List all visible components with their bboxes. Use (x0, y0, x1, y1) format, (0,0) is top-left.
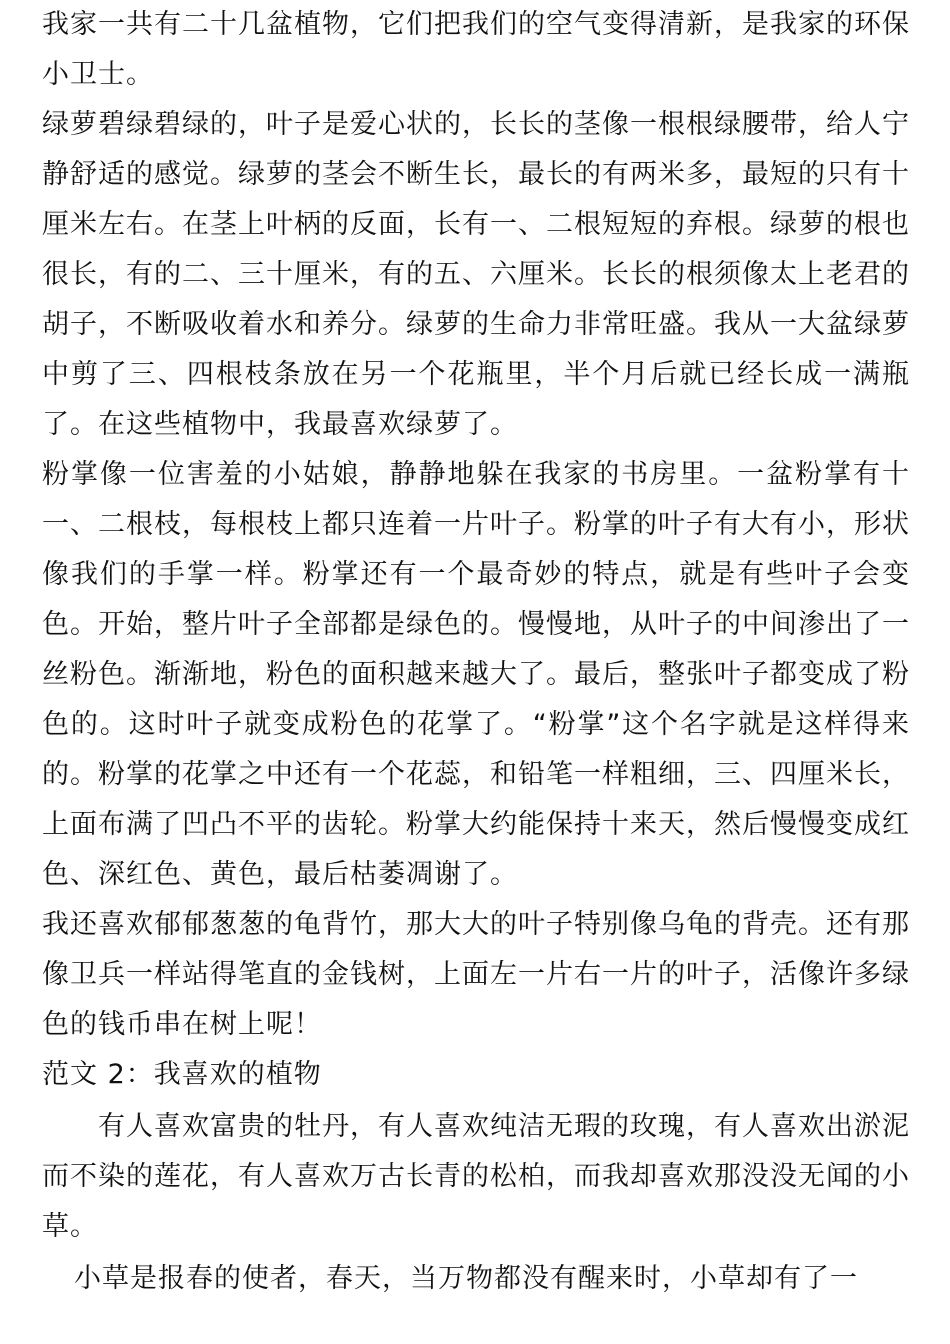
paragraph-grass-intro: 有人喜欢富贵的牡丹，有人喜欢纯洁无瑕的玫瑰，有人喜欢出淤泥而不染的莲花，有人喜欢万古长青的松柏，而我却喜欢那没没无闻的小草。 (42, 1111, 910, 1242)
section-heading: 范文 2：我喜欢的植物 (42, 1059, 322, 1090)
paragraph-anthurium: 粉掌像一位害羞的小姑娘，静静地躲在我家的书房里。一盆粉掌有十一、二根枝，每根枝上都只连着一片叶子。粉掌的叶子有大有小，形状像我们的手掌一样。粉掌还有一个最奇妙的特点，就是有些叶子会变色。开始，整片叶子全部都是绿色的。慢慢地，从叶子的中间渗出了一丝粉色。渐渐地，粉色的面积越来越大了。最后，整张叶子都变成了粉色的。这时叶子就变成粉色的花掌了。“粉掌”这个名字就是这样得来的。粉掌的花掌之中还有一个花蕊，和铅笔一样粗细，三、四厘米长，上面布满了凹凸不平的齿轮。粉掌大约能保持十来天，然后慢慢变成红色、深红色、黄色，最后枯萎凋谢了。 (42, 459, 910, 890)
document-page (42, 0, 910, 1304)
paragraph-monstera: 我还喜欢郁郁葱葱的龟背竹，那大大的叶子特别像乌龟的背壳。还有那像卫兵一样站得笔直的金钱树，上面左一片右一片的叶子，活像许多绿色的钱币串在树上呢！ (42, 909, 910, 1040)
paragraph-intro: 我家一共有二十几盆植物，它们把我们的空气变得清新，是我家的环保小卫士。 (42, 9, 910, 90)
paragraph-pothos: 绿萝碧绿碧绿的，叶子是爱心状的，长长的茎像一根根绿腰带，给人宁静舒适的感觉。绿萝的茎会不断生长，最长的有两米多，最短的只有十厘米左右。在茎上叶柄的反面，长有一、二根短短的弃根。绿萝的根也很长，有的二、三十厘米，有的五、六厘米。长长的根须像太上老君的胡子，不断吸收着水和养分。绿萝的生命力非常旺盛。我从一大盆绿萝中剪了三、四根枝条放在另一个花瓶里，半个月后就已经长成一满瓶了。在这些植物中，我最喜欢绿萝了。 (42, 109, 910, 440)
paragraph-grass-spring: 小草是报春的使者，春天，当万物都没有醒来时，小草却有了一 (74, 1263, 858, 1294)
